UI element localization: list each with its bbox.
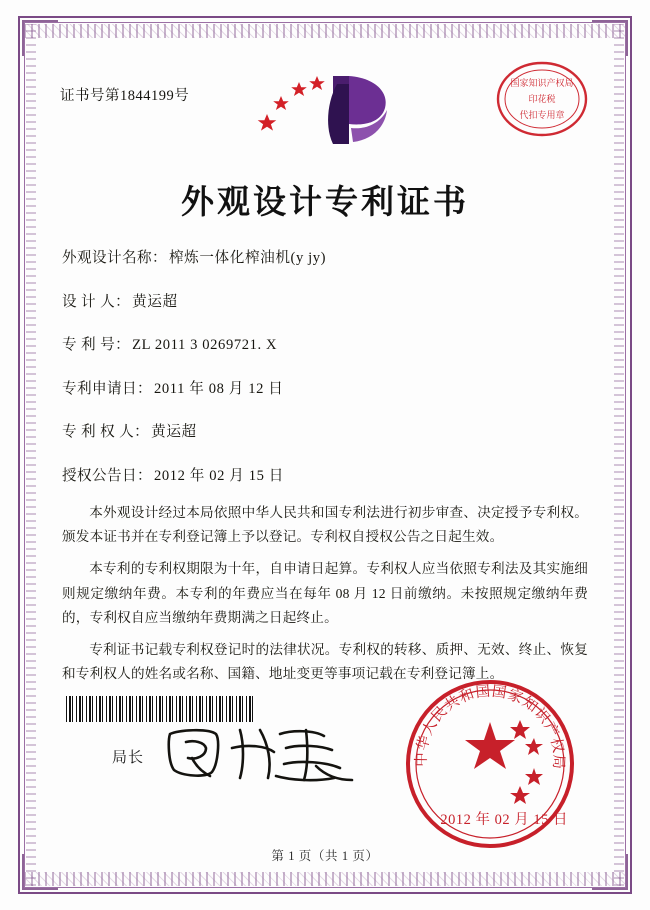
certificate-number: 证书号第1844199号 bbox=[60, 88, 190, 104]
page-title: 外观设计专利证书 bbox=[181, 182, 469, 221]
field-designer bbox=[62, 290, 592, 311]
field-label: 外观设计名称： bbox=[62, 250, 167, 266]
paragraph-3: 专利证书记载专利权登记时的法律状况。专利权的转移、质押、无效、终止、恢复和专利权人的姓名或名称、国籍、地址变更等事项记载在专利登记簿上。 bbox=[62, 641, 588, 682]
director-signature bbox=[156, 718, 376, 788]
field-label: 设 计 人： bbox=[62, 293, 131, 310]
paragraph-1: 本外观设计经过本局依照中华人民共和国专利法进行初步审查、决定授予专利权。颁发本证书并在专利登记簿上予以登记。专利权自授权公告之日起生效。 bbox=[62, 505, 588, 545]
field-label: 专 利 权 人： bbox=[62, 424, 150, 440]
field-design-name bbox=[62, 246, 592, 267]
field-value: 2012 年 02 月 15 日 bbox=[153, 467, 284, 484]
signature-label: 局长 bbox=[112, 750, 145, 766]
svg-text:中华人民共和国国家知识产权局: 中华人民共和国国家知识产权局 bbox=[413, 683, 567, 771]
svg-text:印花税: 印花税 bbox=[528, 95, 556, 105]
sipo-logo-icon bbox=[255, 68, 395, 152]
certificate-content bbox=[48, 46, 602, 866]
field-label: 专 利 号： bbox=[62, 337, 131, 353]
page-footer: 第 1 页（共 1 页） bbox=[271, 849, 379, 863]
legal-text bbox=[62, 501, 588, 694]
field-list bbox=[62, 246, 592, 507]
svg-text:国家知识产权局: 国家知识产权局 bbox=[510, 79, 574, 89]
field-grant-date bbox=[62, 464, 592, 485]
field-value: 榨炼一体化榨油机(y jy) bbox=[168, 250, 327, 266]
field-patent-number bbox=[62, 333, 592, 354]
field-application-date bbox=[62, 377, 592, 398]
svg-text:代扣专用章: 代扣专用章 bbox=[519, 111, 565, 121]
field-value: 黄运超 bbox=[132, 293, 178, 310]
field-label: 专利申请日： bbox=[62, 380, 152, 397]
field-value: ZL 2011 3 0269721. X bbox=[132, 337, 278, 353]
paragraph-2: 本专利的专利权期限为十年，自申请日起算。专利权人应当依照专利法及其实施细则规定缴纳年费。本专利的年费应当在每年 08 月 12 日前缴纳。未按照规定缴纳年费的，专利权自应当缴纳年费期满之日起终止。 bbox=[62, 561, 588, 625]
tax-stamp-icon bbox=[490, 56, 594, 142]
field-value: 黄运超 bbox=[151, 424, 197, 440]
field-patentee bbox=[62, 420, 592, 441]
field-value: 2011 年 08 月 12 日 bbox=[153, 380, 284, 397]
field-label: 授权公告日： bbox=[62, 467, 152, 484]
seal-date: 2012 年 02 月 15 日 bbox=[440, 812, 568, 828]
